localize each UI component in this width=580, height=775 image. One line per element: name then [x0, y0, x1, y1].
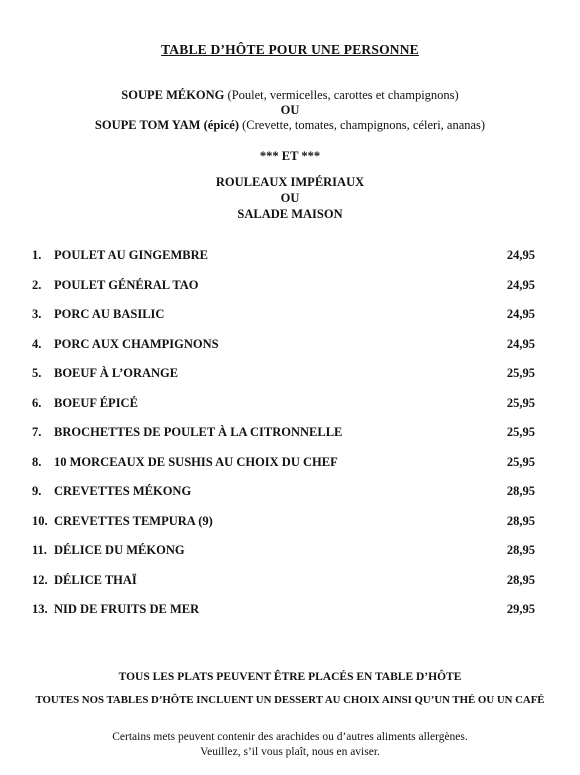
- menu-item-number: 1.: [32, 248, 42, 262]
- and-separator: *** ET ***: [259, 149, 321, 163]
- menu-item-name: 10 MORCEAUX DE SUSHIS AU CHOIX DU CHEF: [54, 455, 338, 469]
- menu-item-name: BOEUF ÉPICÉ: [54, 396, 138, 410]
- menu-item-number: 11.: [32, 543, 47, 557]
- menu-item-number: 6.: [32, 396, 42, 410]
- menu-item-price: 28,95: [506, 573, 535, 587]
- menu-item-price: 25,95: [506, 366, 535, 380]
- menu-item-number: 3.: [32, 307, 42, 321]
- menu-item-price: 25,95: [506, 455, 535, 469]
- soup-2-name: SOUPE TOM YAM (épicé): [94, 118, 239, 132]
- soup-option-1: [0, 88, 580, 103]
- menu-item: [32, 337, 535, 355]
- menu-item-price: 28,95: [506, 514, 535, 528]
- starter-or-separator: OU: [280, 191, 300, 205]
- menu-item-name: POULET GÉNÉRAL TAO: [54, 278, 199, 292]
- menu-item-number: 12.: [32, 573, 48, 587]
- menu-item-name: PORC AUX CHAMPIGNONS: [54, 337, 219, 351]
- soup-1-name: SOUPE MÉKONG: [121, 88, 225, 102]
- menu-item-price: 28,95: [506, 484, 535, 498]
- menu-item-number: 10.: [32, 514, 48, 528]
- menu-item-price: 24,95: [506, 248, 535, 262]
- allergy-note-line-2: Veuillez, s’il vous plaît, nous en aviser.: [200, 746, 380, 758]
- table-dhote-note: TOUS LES PLATS PEUVENT ÊTRE PLACÉS EN TABLE D’HÔTE: [118, 671, 462, 683]
- menu-item-price: 25,95: [506, 396, 535, 410]
- menu-item-name: PORC AU BASILIC: [54, 307, 165, 321]
- menu-item-price: 29,95: [506, 602, 535, 616]
- menu-item-number: 13.: [32, 602, 48, 616]
- menu-item: [32, 307, 535, 325]
- menu-item-name: NID DE FRUITS DE MER: [54, 602, 200, 616]
- menu-item-name: DÉLICE DU MÉKONG: [54, 543, 185, 557]
- menu-item-price: 28,95: [506, 543, 535, 557]
- menu-item-number: 8.: [32, 455, 42, 469]
- menu-item: [32, 396, 535, 414]
- menu-item-number: 5.: [32, 366, 42, 380]
- menu-item: [32, 514, 535, 532]
- menu-item-name: POULET AU GINGEMBRE: [54, 248, 208, 262]
- menu-item: [32, 425, 535, 443]
- menu-item-price: 24,95: [506, 307, 535, 321]
- menu-item: [32, 248, 535, 266]
- menu-item-price: 24,95: [506, 337, 535, 351]
- menu-item-name: BROCHETTES DE POULET À LA CITRONNELLE: [54, 425, 343, 439]
- menu-item: [32, 543, 535, 561]
- soup-or-separator: OU: [280, 103, 300, 117]
- soup-2-description: (Crevette, tomates, champignons, céleri, ananas): [239, 118, 486, 132]
- soup-option-2: [0, 118, 580, 133]
- menu-item-name: BOEUF À L’ORANGE: [54, 366, 179, 380]
- menu-item: [32, 455, 535, 473]
- menu-item-number: 4.: [32, 337, 42, 351]
- menu-item: [32, 573, 535, 591]
- menu-item-price: 24,95: [506, 278, 535, 292]
- soup-1-description: (Poulet, vermicelles, carottes et champignons): [224, 88, 459, 102]
- allergy-note-line-1: Certains mets peuvent contenir des arachides ou d’autres aliments allergènes.: [112, 731, 468, 743]
- menu-item: [32, 484, 535, 502]
- menu-item-price: 25,95: [506, 425, 535, 439]
- starter-option-1: ROULEAUX IMPÉRIAUX: [215, 175, 365, 189]
- dessert-note: TOUTES NOS TABLES D’HÔTE INCLUENT UN DESSERT AU CHOIX AINSI QU’UN THÉ OU UN CAFÉ: [35, 694, 545, 706]
- menu-item-number: 9.: [32, 484, 42, 498]
- menu-item-name: DÉLICE THAÏ: [54, 573, 137, 587]
- menu-item: [32, 602, 535, 620]
- menu-item: [32, 366, 535, 384]
- menu-item: [32, 278, 535, 296]
- menu-item-number: 7.: [32, 425, 42, 439]
- starter-option-2: SALADE MAISON: [237, 207, 343, 221]
- menu-item-number: 2.: [32, 278, 42, 292]
- menu-item-name: CREVETTES TEMPURA (9): [54, 514, 213, 528]
- page-title: TABLE D’HÔTE POUR UNE PERSONNE: [161, 42, 419, 57]
- menu-item-name: CREVETTES MÉKONG: [54, 484, 192, 498]
